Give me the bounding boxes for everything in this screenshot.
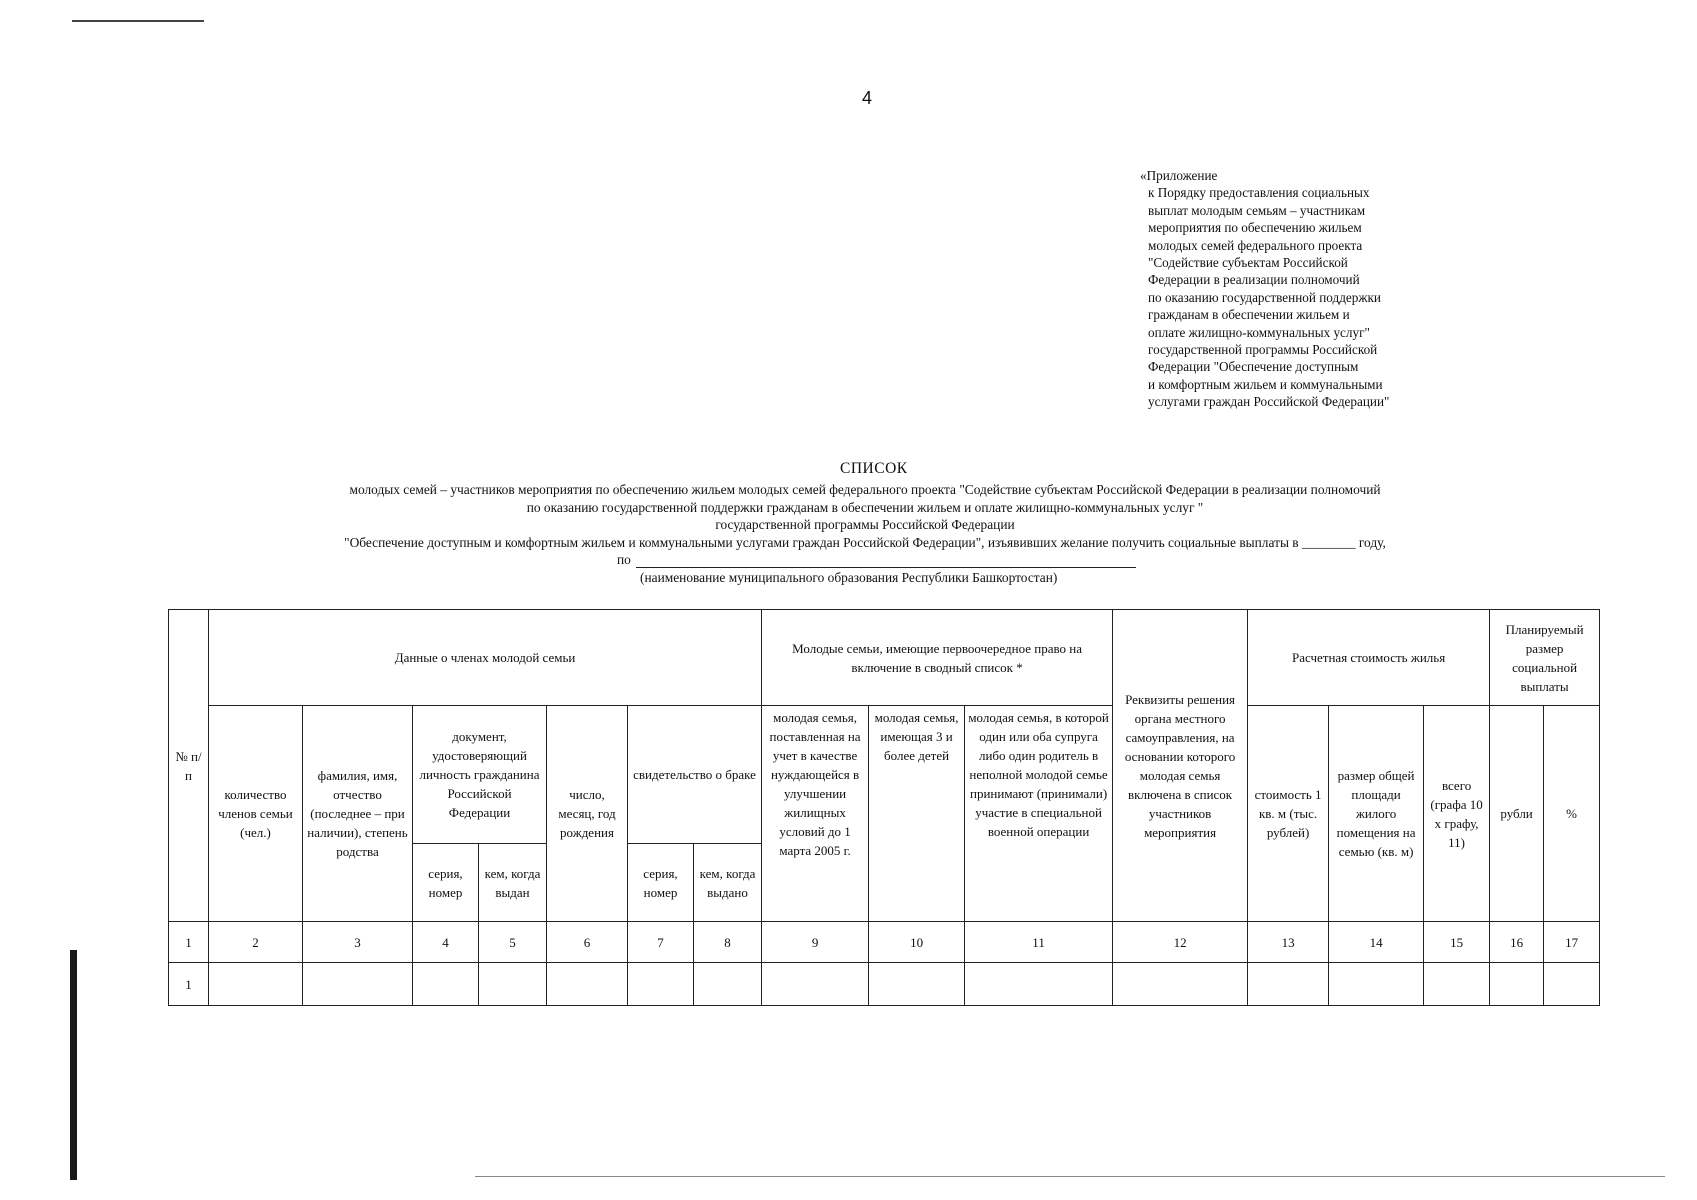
appendix-line: молодых семей федерального проекта (1148, 237, 1363, 253)
header-marriage-series: серия, номер (628, 844, 694, 922)
scan-artifact-top-line (72, 20, 204, 22)
column-number: 16 (1490, 922, 1544, 963)
appendix-line: по оказанию государственной поддержки (1148, 289, 1381, 305)
scan-artifact-bottom-line (475, 1176, 1665, 1177)
header-cost-per-sqm: стоимость 1 кв. м (тыс. рублей) (1248, 706, 1329, 922)
column-number: 5 (479, 922, 547, 963)
header-marriage-issued: кем, когда выдано (694, 844, 762, 922)
header-planned-payment: Планируемый размер социальной выплаты (1490, 610, 1600, 706)
table-cell-empty (303, 963, 413, 1006)
appendix-line: мероприятия по обеспечению жильем (1148, 220, 1362, 236)
table-cell-empty (628, 963, 694, 1006)
appendix-heading: «Приложение (1140, 168, 1218, 183)
column-number: 8 (694, 922, 762, 963)
table-cell-empty (694, 963, 762, 1006)
header-full-name: фамилия, имя, отчество (последнее – при наличии), степень родства (303, 706, 413, 922)
header-family-data: Данные о членах молодой семьи (209, 610, 762, 706)
appendix-line: гражданам в обеспечении жильем и (1148, 307, 1350, 323)
appendix-line: услугами граждан Российской Федерации" (1148, 394, 1390, 410)
municipality-caption: (наименование муниципального образования Республики Башкортостан) (640, 570, 1058, 585)
header-row-groups (169, 610, 1600, 706)
appendix-block (1140, 167, 1448, 411)
header-percent: % (1544, 706, 1600, 922)
column-number: 9 (762, 922, 869, 963)
table-cell-empty (1544, 963, 1600, 1006)
column-number: 6 (547, 922, 628, 963)
table-cell-empty (547, 963, 628, 1006)
table-cell-empty (762, 963, 869, 1006)
header-marriage-certificate: свидетельство о браке (628, 706, 762, 844)
header-birth-date: число, месяц, год рождения (547, 706, 628, 922)
appendix-line: выплат молодым семьям – участникам (1148, 202, 1366, 218)
subtitle-line: по оказанию государственной поддержки гражданам в обеспечении жильем и оплате жилищно-коммунальных услуг " (526, 499, 1204, 515)
column-number: 3 (303, 922, 413, 963)
appendix-line: оплате жилищно-коммунальных услуг" (1148, 324, 1370, 340)
table-cell-empty (209, 963, 303, 1006)
subtitle-line: государственной программы Российской Федерации (715, 517, 1015, 533)
municipality-prefix: по (617, 552, 631, 567)
table-cell-empty (1424, 963, 1490, 1006)
table-cell-empty (1329, 963, 1424, 1006)
table-row (169, 963, 1600, 1006)
header-requisites: Реквизиты решения органа местного самоуправления, на основании которого молодая семья включена в список участников мероприятия (1113, 610, 1248, 922)
header-row-columns (169, 706, 1600, 844)
column-number: 15 (1424, 922, 1490, 963)
header-total-cost: всего (графа 10 х графу, 11) (1424, 706, 1490, 922)
table-cell-empty (1248, 963, 1329, 1006)
families-table (168, 609, 1600, 1006)
appendix-line: Федерации в реализации полномочий (1148, 272, 1360, 288)
table-cell-empty (965, 963, 1113, 1006)
header-members-count: количество членов семьи (чел.) (209, 706, 303, 922)
appendix-line: государственной программы Российской (1148, 342, 1378, 358)
column-number: 14 (1329, 922, 1424, 963)
header-living-area: размер общей площади жилого помещения на семью (кв. м) (1329, 706, 1424, 922)
scan-artifact-left-bar (70, 950, 77, 1180)
appendix-line: "Содействие субъектам Российской (1148, 255, 1348, 271)
column-number: 17 (1544, 922, 1600, 963)
header-number: № п/п (169, 610, 209, 922)
header-registered-before-2005: молодая семья, поставленная на учет в качестве нуждающейся в улучшении жилищных условий до 1 марта 2005 г. (762, 706, 869, 922)
table-cell-empty (479, 963, 547, 1006)
column-number: 2 (209, 922, 303, 963)
appendix-line: и комфортным жильем и коммунальными (1148, 376, 1383, 392)
subtitle-line: молодых семей – участников мероприятия по обеспечению жильем молодых семей федерального проекта "Содействие субъектам Российской Федерации в реализации полномочий (349, 482, 1381, 497)
table-cell-empty (869, 963, 965, 1006)
column-number: 7 (628, 922, 694, 963)
municipality-blank-line (636, 567, 1136, 568)
column-number: 4 (413, 922, 479, 963)
row-number: 1 (169, 963, 209, 1006)
table-cell-empty (1490, 963, 1544, 1006)
column-number: 13 (1248, 922, 1329, 963)
header-document-series: серия, номер (413, 844, 479, 922)
header-identity-document: документ, удостоверяющий личность гражданина Российской Федерации (413, 706, 547, 844)
header-military-operation: молодая семья, в которой один или оба супруга либо один родитель в неполной молодой семье принимают (принимали) участие в специальной военной операции (965, 706, 1113, 922)
header-document-issued: кем, когда выдан (479, 844, 547, 922)
header-priority-families: Молодые семьи, имеющие первоочередное право на включение в сводный список * (762, 610, 1113, 706)
document-subtitle (250, 481, 1480, 551)
subtitle-line: "Обеспечение доступным и комфортным жильем и коммунальными услугами граждан Российской Федерации", изъявивших желание получить социальные выплаты в ________ году, (344, 534, 1386, 550)
header-housing-cost: Расчетная стоимость жилья (1248, 610, 1490, 706)
table-cell-empty (413, 963, 479, 1006)
column-number: 1 (169, 922, 209, 963)
appendix-line: Федерации "Обеспечение доступным (1148, 359, 1359, 375)
column-number: 12 (1113, 922, 1248, 963)
column-number: 11 (965, 922, 1113, 963)
column-number-row (169, 922, 1600, 963)
header-rubles: рубли (1490, 706, 1544, 922)
header-three-children: молодая семья, имеющая 3 и более детей (869, 706, 965, 922)
appendix-line: к Порядку предоставления социальных (1148, 185, 1370, 201)
table-cell-empty (1113, 963, 1248, 1006)
page-number: 4 (862, 88, 873, 108)
document-title: СПИСОК (840, 460, 908, 477)
column-number: 10 (869, 922, 965, 963)
